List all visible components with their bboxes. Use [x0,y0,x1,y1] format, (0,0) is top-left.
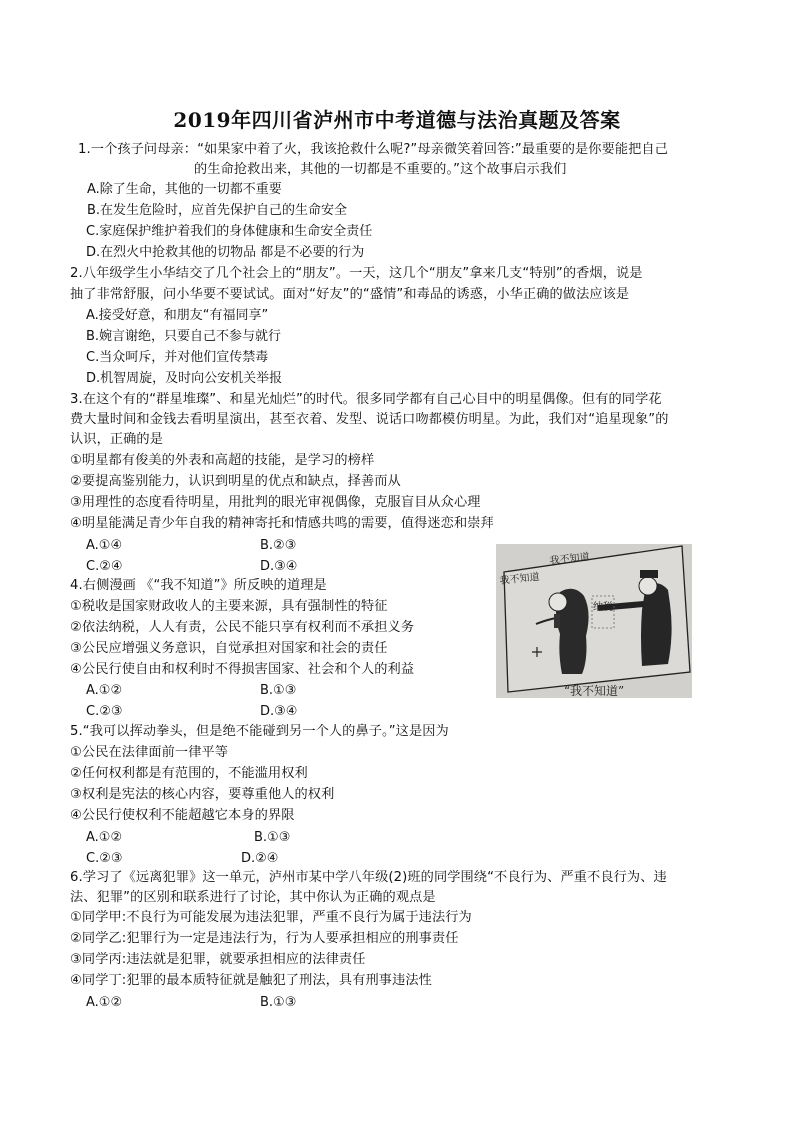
option-b: B.①③ [260,683,297,698]
option-c: C.家庭保护维护着我们的身体健康和生命安全责任 [86,224,373,239]
cartoon-caption: “我不知道” [563,684,625,698]
question-stem: 6.学习了《远离犯罪》这一单元，泸州市某中学八年级(2)班的同学围绕“不良行为、严重不良行为、违 [70,870,667,885]
option-a: A.①④ [86,538,123,553]
statement: ②依法纳税，人人有责，公民不能只享有权利而不承担义务 [70,620,415,635]
statement: ①同学甲:不良行为可能发展为违法犯罪，严重不良行为属于违法行为 [70,910,472,925]
question-stem: 认识，正确的是 [70,432,164,447]
option-a: A.除了生命，其他的一切都不重要 [87,182,282,197]
option-c: C.②④ [86,559,123,574]
question-stem: 4.右侧漫画 《“我不知道”》所反映的道理是 [70,578,327,593]
statement: ①明星都有俊美的外表和高超的技能，是学习的榜样 [70,453,375,468]
option-c: C.②③ [86,704,123,719]
statement: ④公民行使自由和权利时不得损害国家、社会和个人的利益 [70,662,415,677]
option-b: B.婉言谢绝，只要自己不参与就行 [86,329,282,344]
statement: ③同学丙:违法就是犯罪，就要承担相应的法律责任 [70,952,366,967]
statement: ④公民行使权利不能超越它本身的界限 [70,808,295,823]
statement: ③权利是宪法的核心内容，要尊重他人的权利 [70,787,335,802]
option-c: C.当众呵斥，并对他们宣传禁毒 [86,350,269,365]
statement: ①税收是国家财政收人的主要来源，具有强制性的特征 [70,599,388,614]
statement: ②要提高鉴别能力，认识到明星的优点和缺点，择善而从 [70,474,401,489]
statement: ③公民应增强义务意识，自觉承担对国家和社会的责任 [70,641,388,656]
statement: ④明星能满足青少年自我的精神寄托和情感共鸣的需要，值得迷恋和崇拜 [70,516,494,531]
cartoon-illustration-icon [496,544,692,698]
option-b: B.在发生危险时，应首先保护自己的生命安全 [87,203,348,218]
speech-bubble: 我不知道 [499,571,541,587]
page-title: 2019年四川省泸州市中考道德与法治真题及答案 [173,108,621,132]
option-b: B.①③ [254,830,291,845]
statement: ②同学乙:犯罪行为一定是违法行为，行为人要承担相应的刑事责任 [70,931,459,946]
question-stem: 2.八年级学生小华结交了几个社会上的“朋友”。一天，这几个“朋友”拿来几支“特别”的香烟，说是 [70,266,643,281]
option-a: A.接受好意，和朋友“有福同享” [86,308,269,323]
option-a: A.①② [86,683,123,698]
statement: ②任何权利都是有范围的，不能滥用权利 [70,766,308,781]
sign-text: 纳税 [593,602,613,613]
question-stem: 1.一个孩子问母亲：“如果家中着了火，我该抢救什么呢?”母亲微笑着回答:”最重要的是你要能把自己 [78,142,669,157]
question-stem: 5.“我可以挥动拳头，但是绝不能碰到另一个人的鼻子。”这是因为 [70,724,449,739]
statement: ①公民在法律面前一律平等 [70,745,229,760]
option-b: B.①③ [260,995,297,1010]
question-stem: 抽了非常舒服，问小华要不要试试。面对“好友”的“盛情”和毒品的诱惑，小华正确的做法应该是 [70,287,630,302]
question-stem: 3.在这个有的“群星堆璨”、和星光灿烂”的时代。很多同学都有自己心目中的明星偶像。但有的同学花 [70,392,662,407]
speech-bubble: 我不知道 [549,551,591,567]
option-a: A.①② [86,830,123,845]
option-d: D.②④ [241,851,279,866]
cartoon-image [496,544,692,698]
question-stem: 的生命抢救出来，其他的一切都是不重要的。”这个故事启示我们 [194,162,567,177]
option-b: B.②③ [260,538,297,553]
statement: ③用理性的态度看待明星，用批判的眼光审视偶像，克服盲目从众心理 [70,495,481,510]
option-d: D.③④ [260,559,298,574]
question-stem: 法、犯罪”的区别和联系进行了讨论，其中你认为正确的观点是 [70,890,436,905]
option-d: D.在烈火中抢救其他的切物品 都是不必要的行为 [86,245,365,260]
option-c: C.②③ [86,851,123,866]
statement: ④同学丁:犯罪的最本质特征就是触犯了刑法，具有刑事违法性 [70,973,432,988]
option-a: A.①② [86,995,123,1010]
option-d: D.③④ [260,704,298,719]
question-stem: 费大量时间和金钱去看明星演出，甚至衣着、发型、说话口吻都模仿明星。为此，我们对“追星现象”的 [70,412,669,427]
option-d: D.机智周旋，及时向公安机关举报 [86,371,283,386]
